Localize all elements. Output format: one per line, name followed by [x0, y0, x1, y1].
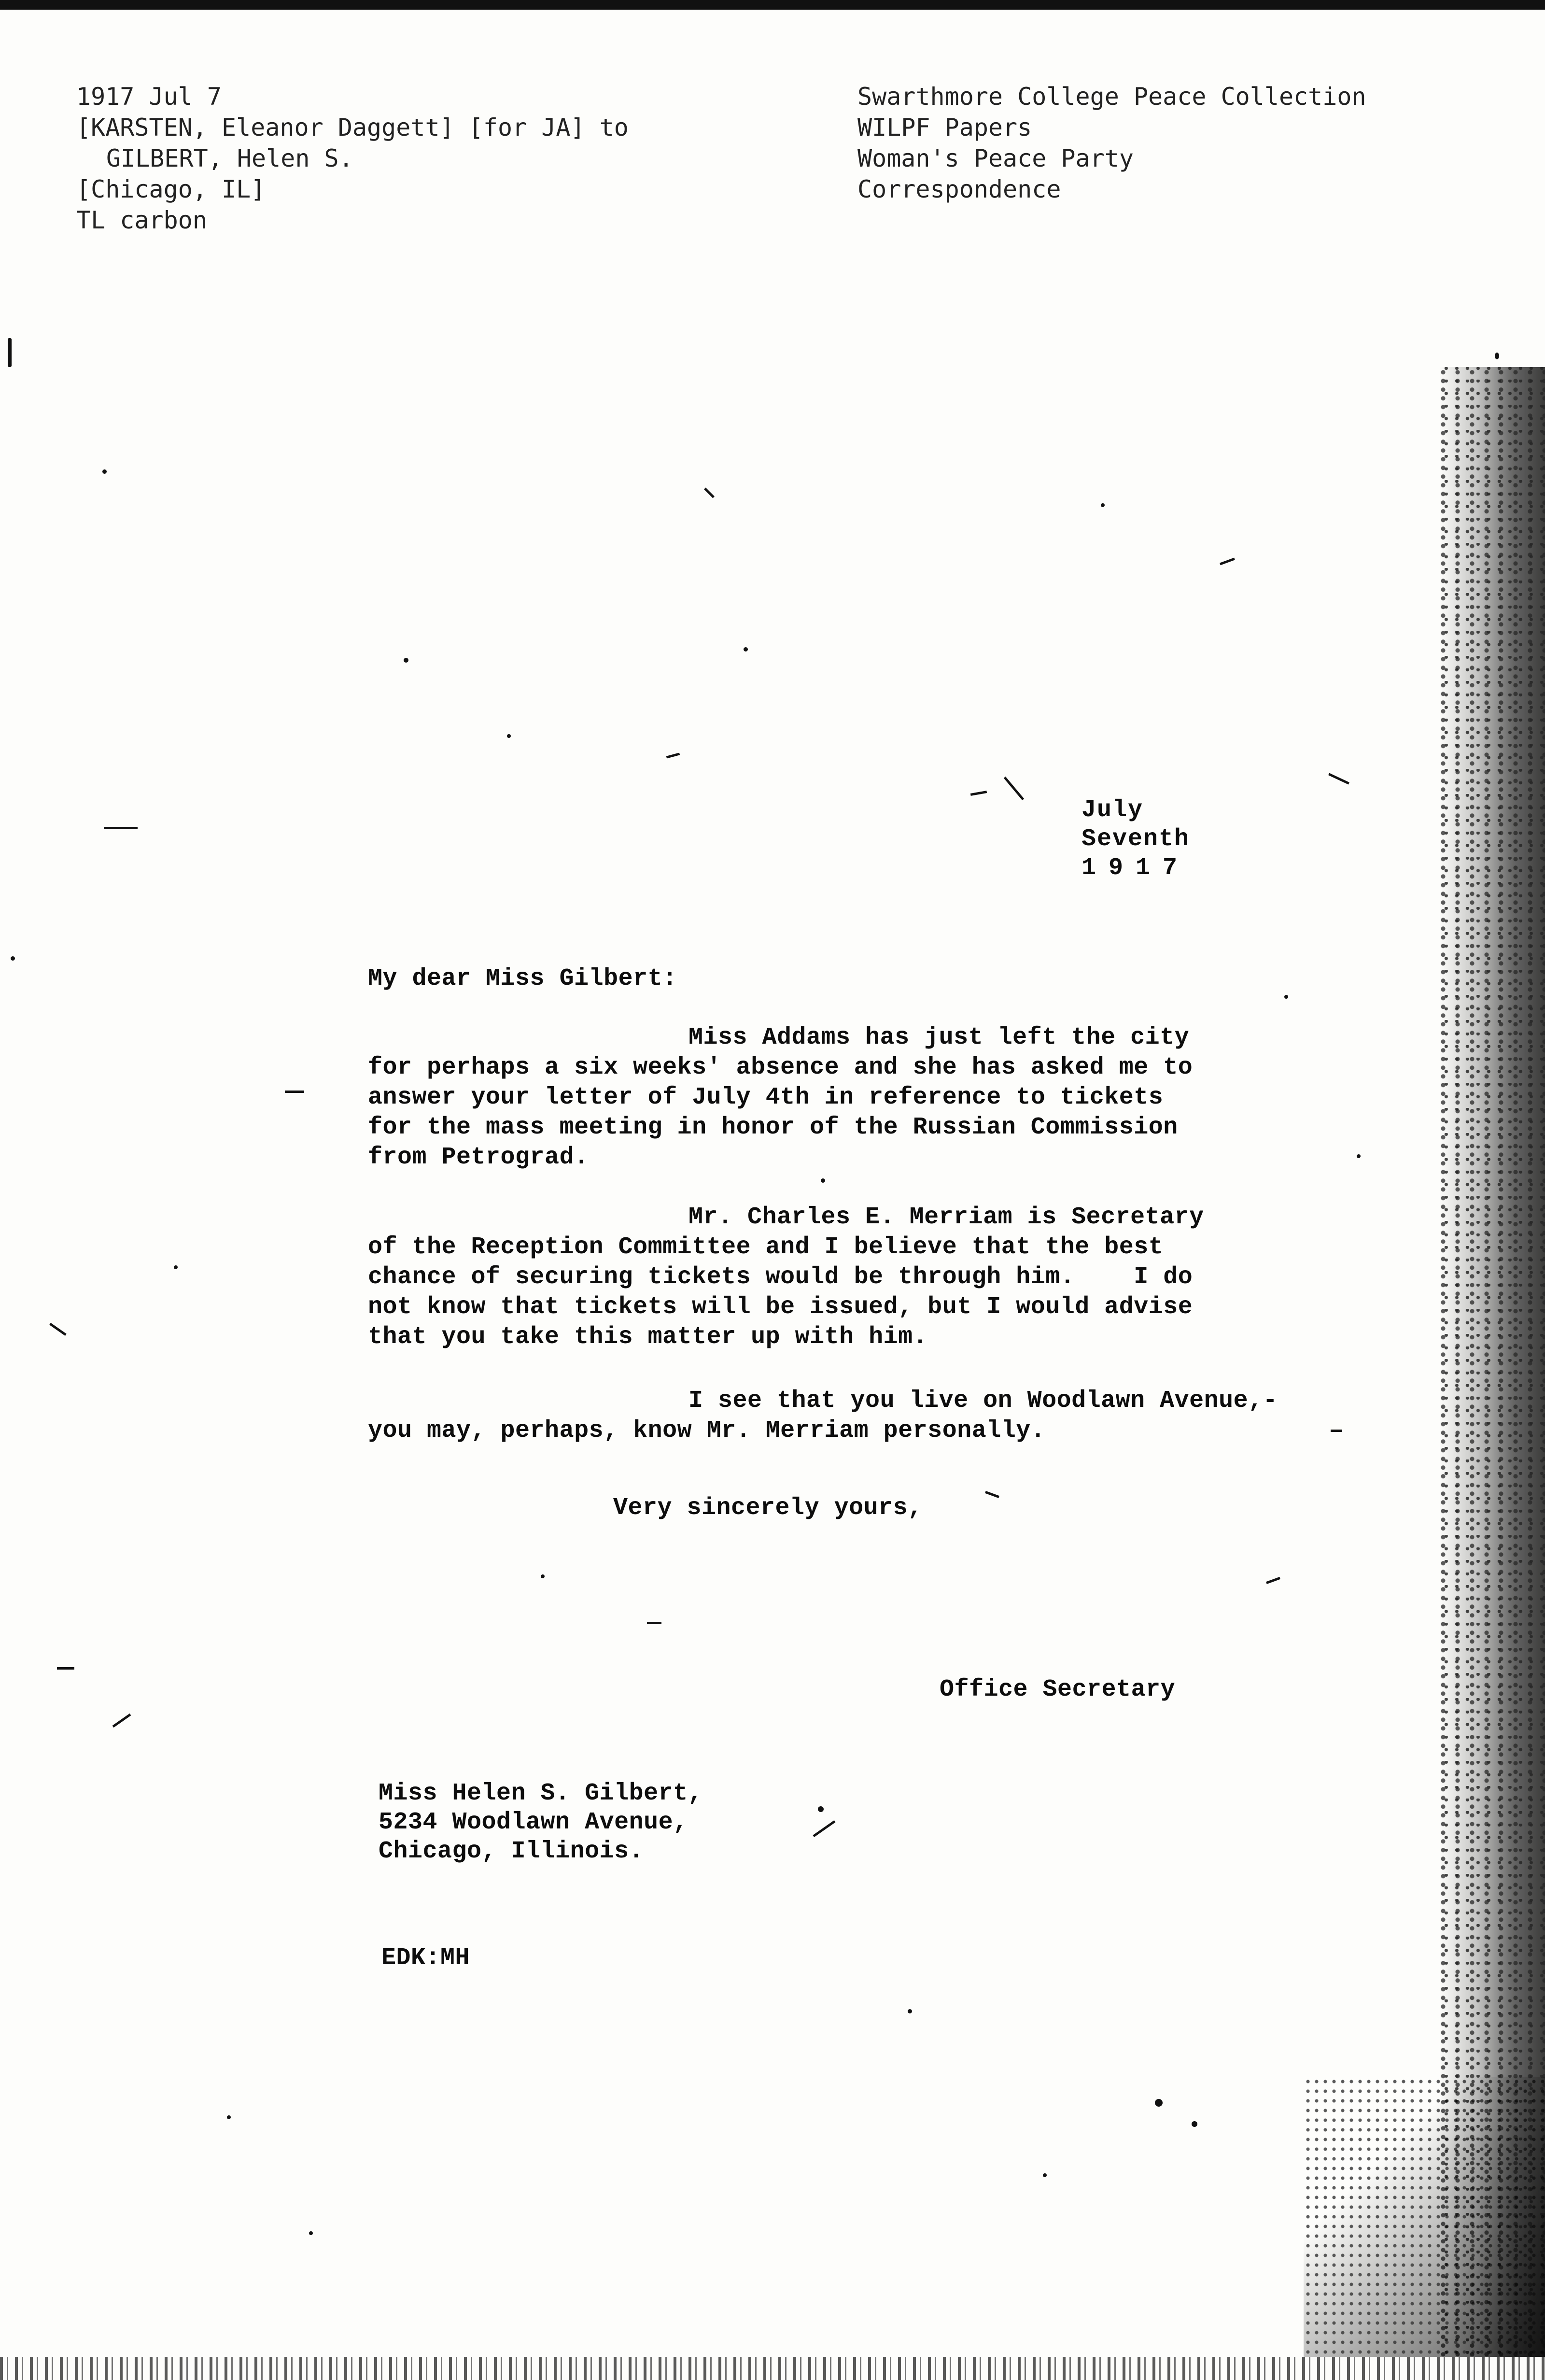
salutation: My dear Miss Gilbert:: [368, 965, 677, 992]
reference-initials: EDK:MH: [381, 1944, 470, 1972]
speck: [704, 488, 715, 498]
speck: [1101, 503, 1105, 507]
citation-format: TL carbon: [76, 206, 207, 234]
scan-top-border: [0, 0, 1545, 10]
address-line: Miss Helen S. Gilbert,: [379, 1780, 703, 1807]
scan-corner-noise: [1304, 2077, 1545, 2357]
scan-bottom-edge: [0, 2357, 1545, 2380]
speck: [102, 469, 107, 474]
paragraph-line: for the mass meeting in honor of the Russian Commission: [368, 1114, 1178, 1141]
paragraph-line: that you take this matter up with him.: [368, 1323, 928, 1351]
paragraph-line: not know that tickets will be issued, but I would advise: [368, 1293, 1193, 1321]
address-line: 5234 Woodlawn Avenue,: [379, 1809, 688, 1836]
speck: [818, 1806, 824, 1812]
citation-date: 1917 Jul 7: [76, 83, 222, 111]
speck: [1331, 1430, 1342, 1432]
collection-subseries: Woman's Peace Party: [857, 144, 1134, 172]
address-line: Chicago, Illinois.: [379, 1838, 644, 1865]
paragraph-3: [368, 1386, 1285, 1446]
speck: [57, 1667, 74, 1670]
speck: [813, 1820, 835, 1837]
paragraph-line: for perhaps a six weeks' absence and she has asked me to: [368, 1054, 1193, 1081]
collection-series: WILPF Papers: [857, 113, 1032, 142]
archive-citation: [76, 81, 629, 236]
paragraph-line: Miss Addams has just left the city: [688, 1024, 1190, 1051]
speck: [112, 1714, 131, 1728]
speck: [1043, 2173, 1047, 2177]
speck: [1284, 995, 1288, 999]
paragraph-line: from Petrograd.: [368, 1144, 589, 1171]
collection-folder: Correspondence: [857, 175, 1061, 203]
speck: [285, 1091, 304, 1093]
recipient-address: [379, 1779, 702, 1866]
date-month: July: [1082, 796, 1144, 824]
speck: [666, 752, 680, 758]
paragraph-line: of the Reception Committee and I believe that the best: [368, 1233, 1164, 1261]
speck: [104, 827, 138, 829]
closing: Very sincerely yours,: [613, 1494, 923, 1522]
date-day: Seventh: [1082, 825, 1190, 853]
citation-recipient: GILBERT, Helen S.: [106, 144, 353, 172]
speck: [744, 647, 748, 652]
speck: [1266, 1577, 1280, 1584]
paragraph-line: you may, perhaps, know Mr. Merriam personally.: [368, 1417, 1046, 1445]
citation-place: [Chicago, IL]: [76, 175, 266, 203]
speck: [1220, 558, 1235, 566]
speck: [1192, 2121, 1197, 2127]
paragraph-line: Mr. Charles E. Merriam is Secretary: [688, 1204, 1204, 1231]
speck: [541, 1574, 545, 1578]
citation-author: [KARSTEN, Eleanor Daggett] [for JA] to: [76, 113, 629, 142]
speck: [821, 1178, 825, 1183]
speck: [647, 1622, 661, 1624]
speck: [404, 658, 408, 663]
speck: [1155, 2099, 1163, 2107]
speck: [227, 2115, 231, 2119]
speck: [1328, 773, 1349, 785]
speck: [309, 2231, 313, 2235]
scan-edge-noise: [1439, 367, 1545, 2357]
letter-date: [1082, 796, 1190, 883]
collection-name: Swarthmore College Peace Collection: [857, 83, 1366, 111]
speck: [1004, 777, 1024, 800]
paragraph-line: answer your letter of July 4th in reference to tickets: [368, 1084, 1164, 1111]
speck: [8, 338, 12, 367]
speck: [11, 956, 15, 961]
speck: [49, 1323, 67, 1336]
speck: [970, 791, 987, 796]
speck: [985, 1491, 999, 1498]
date-year: 1917: [1082, 854, 1190, 882]
speck: [908, 2009, 912, 2013]
paragraph-1: [368, 1023, 1285, 1173]
paragraph-line: I see that you live on Woodlawn Avenue,-: [688, 1387, 1278, 1415]
signature-title: Office Secretary: [940, 1676, 1176, 1703]
paragraph-line: chance of securing tickets would be through him. I do: [368, 1263, 1193, 1291]
paragraph-2: [368, 1203, 1285, 1352]
speck: [1357, 1154, 1361, 1158]
speck: [507, 734, 511, 738]
speck: [1495, 353, 1499, 359]
speck: [174, 1265, 178, 1269]
archive-collection: [857, 81, 1366, 205]
